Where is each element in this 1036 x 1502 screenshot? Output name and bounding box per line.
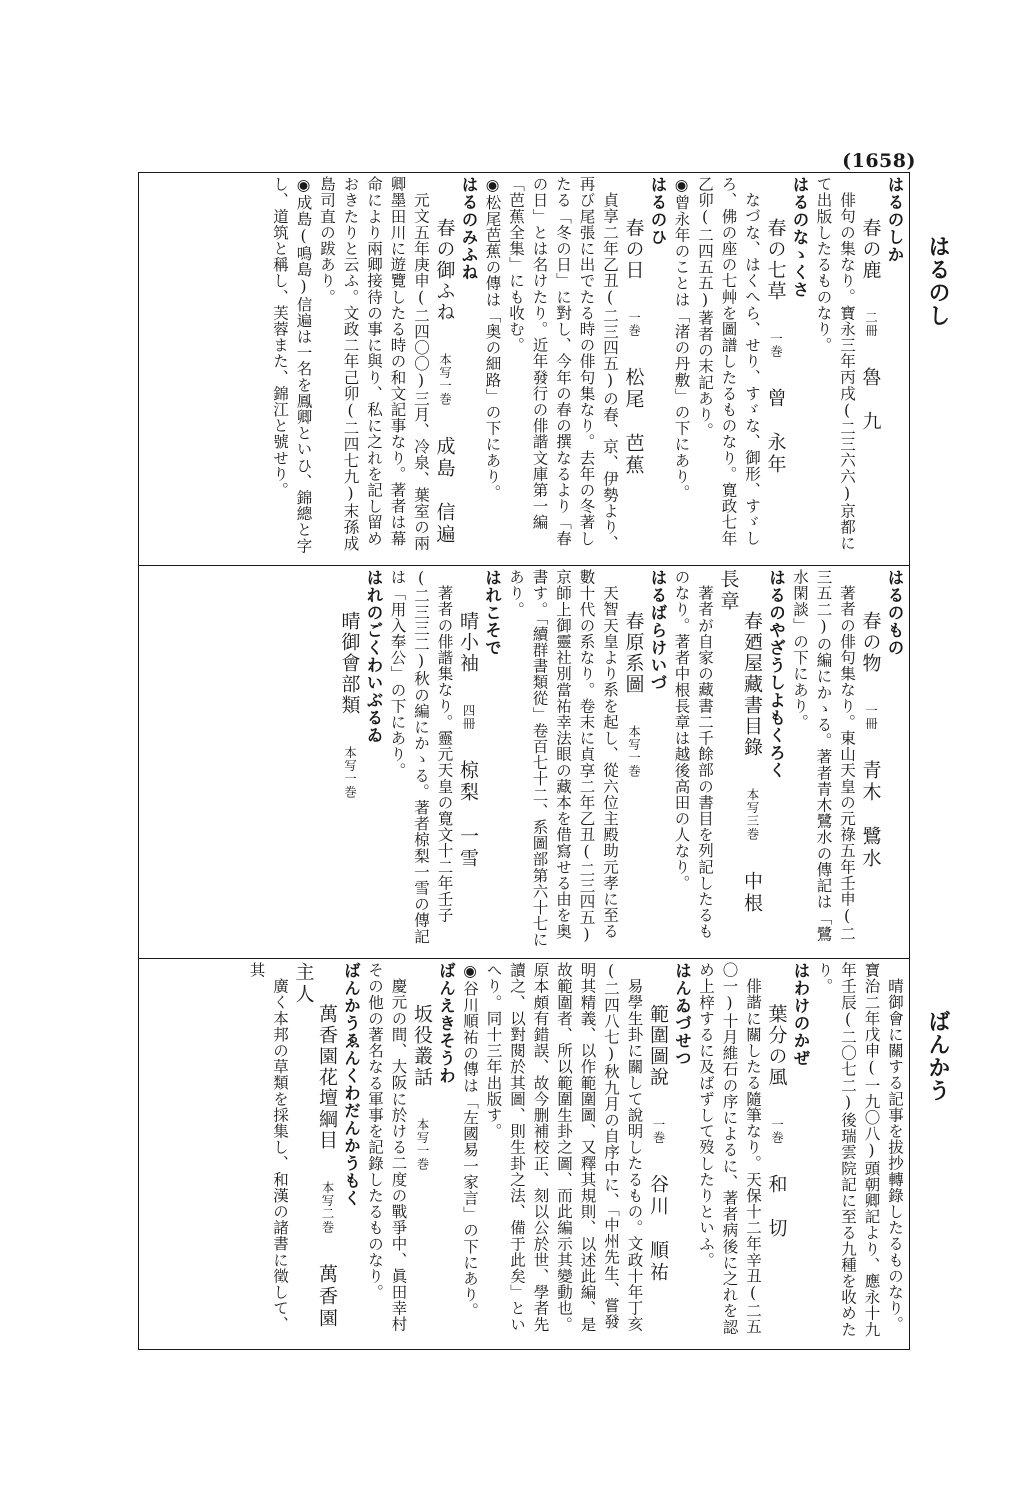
entry-body: 廣く本邦の草類を採集し、和漢の諸書に徵して、其 — [247, 962, 289, 1332]
entry-note: ◉成島(鳴島)信遍は一名を鳳卿といひ、錦總と字し、道筑と稱し、芙蓉また、錦江と號せり。 — [271, 176, 313, 554]
entry-body: 著者の俳諧集なり。靈元天皇の寛文十二年壬子(二三三二)秋の編にかゝる。著者椋梨一雪の傳記は「用入奉公」の下にあり。 — [388, 569, 454, 945]
band-divider — [138, 958, 909, 959]
entry-body: なづな、はくへら、せり、すゞな、御形、すゞしろ、佛の座の七艸を圖譜したるものなり。寛政七年乙卯(二四五五)著者の末記あり。 — [696, 176, 761, 547]
entry-headword: はるのしか — [885, 176, 904, 264]
entry-title: 春の物 — [859, 610, 882, 674]
entry-volumes: 一巻 — [768, 331, 784, 358]
entry-author: 青木 鷺水 — [859, 760, 882, 871]
band-divider — [138, 565, 909, 566]
entry-volumes: 本写三巻 — [745, 787, 760, 841]
running-header: ばんかう — [925, 1010, 951, 1102]
entry-headword: はれこそで — [482, 569, 502, 657]
entry-title: 葉分の風 — [765, 1003, 788, 1088]
entry-author: 曾 永年 — [764, 388, 787, 477]
entry-title: 坂役叢話 — [411, 1003, 433, 1088]
entry-volumes: 二冊 — [863, 310, 879, 337]
entry-volumes: 一冊 — [863, 703, 879, 730]
entry-title: 範圍圖說 — [647, 1003, 669, 1088]
entry-volumes: 一巻 — [651, 1117, 666, 1144]
entry-title-line — [410, 962, 435, 1344]
entry-title: 春の七草 — [764, 217, 787, 302]
entry-headword: はわけのかぜ — [791, 962, 810, 1067]
entry-volumes: 本写一巻 — [437, 352, 453, 406]
entry-title: 春の御ふね — [433, 217, 456, 323]
entry-author: 和 切 — [765, 1174, 788, 1241]
entry-title-line — [432, 176, 457, 561]
entry-volumes: 一巻 — [769, 1117, 785, 1144]
entry-headword: はるのなゝくさ — [790, 176, 809, 299]
entry-title: 萬香園花壇綱目 — [316, 1003, 338, 1151]
entry-title-line — [621, 569, 646, 954]
entry-title-line — [764, 962, 789, 1344]
entry-title-line — [858, 569, 883, 954]
entry-title-line — [291, 962, 339, 1344]
entry-title: 晴御會部類 — [338, 610, 361, 716]
band-top — [140, 176, 906, 561]
entry-body: 晴御會に關する記事を拔抄轉錄したるものなり。寶治二年戊申(一九〇八)頭朝卿記より、應永十九年壬辰(二〇七二)後瑞雲院記に至る九種を收めたり。 — [815, 962, 904, 1338]
entry-body: 慶元の間、大阪に於ける二度の戰爭中、眞田幸村その他の著名なる軍事を記錄したるものなり。 — [366, 962, 408, 1332]
entry-note: ◉谷川順祐の傳は「左國易一家言」の下にあり。 — [461, 962, 479, 1319]
entry-author: 萬香園主人 — [292, 962, 338, 1330]
entry-author: 魯 九 — [859, 367, 882, 434]
entry-body: 天智天皇より系を起し、從六位主殿助元孝に至る數十代の系なり。卷末に貞享二年乙丑(二三四五)京師上御靈社別當祐幸法眼の藏本を借寫せる由を奥書す。「續群書類從」卷百七十二、系圖部第六十七にあり。 — [507, 569, 619, 948]
band-middle — [140, 569, 906, 954]
entry-headword: はるのひ — [648, 176, 667, 246]
entry-title: 晴小袖 — [457, 610, 479, 674]
entry-body: 俳諧に關したる隨筆なり。天保十二年辛丑(二五〇一)十月維石の序によるに、著者病後に之れを認め上梓するに及ばずして歿したりといふ。 — [697, 962, 762, 1335]
entry-volumes: 本写一巻 — [626, 724, 642, 778]
entry-title-line — [858, 176, 883, 561]
entry-title-line — [456, 569, 481, 954]
entry-title-line — [716, 569, 764, 954]
entry-volumes: 本写二巻 — [320, 1180, 335, 1234]
band-bottom — [140, 962, 906, 1344]
entry-volumes: 四冊 — [461, 703, 476, 730]
page-number: (1658) — [842, 150, 916, 172]
entry-title: 春廼屋藏書目錄 — [741, 610, 763, 758]
entry-author: 中根 長章 — [717, 569, 763, 937]
entry-title-line — [337, 569, 362, 954]
entry-volumes: 本写一巻 — [415, 1117, 430, 1171]
entry-headword: ばんえきそうわ — [436, 962, 456, 1085]
entry-body: 俳句の集なり。寶永三年丙戌(二三六六)京都にて出版したるものなり。 — [814, 176, 856, 551]
entry-body: 著者が自家の藏書二千餘部の書目を列記したるものなり。著者中根長章は越後高田の人なり。 — [672, 569, 714, 939]
running-header: はるのし — [925, 235, 951, 327]
entry-headword: はるのみふね — [459, 176, 478, 281]
entry-volumes: 一巻 — [626, 310, 642, 337]
entry-body: 貞享二年乙丑(二三四五)の春、京、伊勢より、再び尾張に出でたる時の俳句集なり。去年の冬著したる「冬の日」に對し、今年の春の撰なるより「春の日」とは名けたり。近年發行の俳諧文庫第一編「芭蕉全集」にも收む。 — [507, 176, 619, 551]
entry-title-line — [646, 962, 671, 1344]
entry-author: 谷川 順祐 — [647, 1174, 669, 1285]
entry-title: 春原系圖 — [622, 610, 645, 695]
entry-author: 椋梨 一雪 — [457, 760, 479, 871]
entry-title: 春の鹿 — [859, 217, 882, 281]
entry-headword: はるのもの — [885, 569, 904, 657]
entry-author: 松尾 芭蕉 — [622, 367, 645, 478]
entry-note: ◉松尾芭蕉の傳は「奥の細路」の下にあり。 — [483, 176, 502, 501]
entry-headword: ばんかうゑんくわだんかうもく — [341, 962, 361, 1207]
entry-body: 易學生卦に關して說明したるもの。文政十年丁亥(二四八七)秋九月の自序中に、「中州先生、嘗發明其精義、以作範圍圖、又釋其規則、以述此編、是故範圍者、所以範圍生卦之圖、而此編示其變動也。原本頗有錯誤、故今删補校正、刻以公於世、學者先讀之、以對閱於其圖、則生卦之法、備于此矣」といへり。同十三年出版す。 — [484, 962, 644, 1333]
entry-body: 元文五年庚申(二四〇〇)三月、冷泉、葉室の兩卿墨田川に遊覽したる時の和文記事なり。著者は幕命により兩卿接待の事に與り、私に之れを記し留めおきたりと云ふ。文政二年己卯(二四七九)末孫成島司直の跋あり。 — [318, 176, 430, 552]
entry-headword: はんゐづせつ — [672, 962, 692, 1067]
entry-title-line — [621, 176, 646, 561]
entry-author: 成島 信遍 — [433, 435, 456, 546]
entry-volumes: 本写一巻 — [342, 745, 358, 799]
entry-title-line — [763, 176, 788, 561]
entry-note: ◉曾永年のことは「渚の丹敷」の下にあり。 — [672, 176, 691, 501]
entry-headword: はるのやざうしよもくろく — [766, 569, 786, 779]
entry-headword: はれのごくわいぶるゐ — [364, 569, 383, 744]
entry-body: 著者の俳句集なり。東山天皇の元祿五年壬申(二三五二)の編にかゝる。著者青木鷺水の傳記は「鷺水閑談」の下にあり。 — [791, 569, 856, 942]
entry-headword: はるばらけいづ — [648, 569, 667, 692]
entry-title: 春の日 — [622, 217, 645, 281]
